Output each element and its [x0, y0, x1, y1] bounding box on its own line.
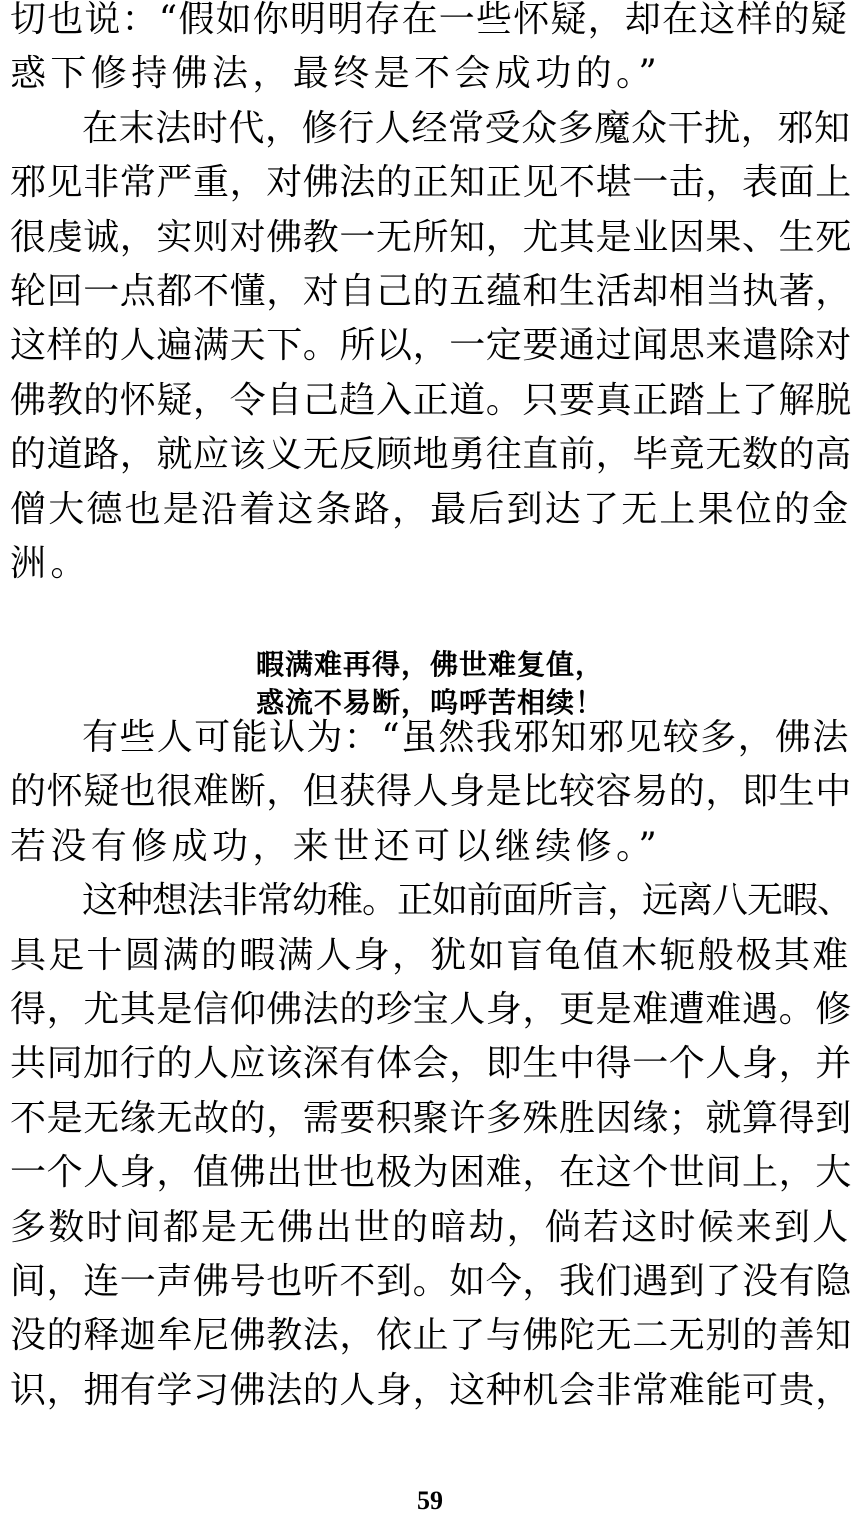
text-line: 识，拥有学习佛法的人身，这种机会非常难能可贵， — [10, 1369, 852, 1411]
text-line: 很虔诚，实则对佛教一无所知，尤其是业因果、生死 — [10, 216, 852, 258]
text-line: 切也说：“假如你明明存在一些怀疑，却在这样的疑 — [10, 0, 849, 40]
text-line: 这种想法非常幼稚。正如前面所言，远离八无暇、 — [82, 880, 853, 922]
text-line: 的道路，就应该义无反顾地勇往直前，毕竟无数的高 — [10, 434, 852, 476]
text-line: 没的释迦牟尼佛教法，依止了与佛陀无二无别的善知 — [10, 1315, 852, 1357]
text-line: 有些人可能认为：“虽然我邪知邪见较多，佛法 — [82, 717, 850, 758]
text-line: 不是无缘无故的，需要积聚许多殊胜因缘；就算得到 — [10, 1097, 852, 1139]
text-line: 在末法时代，修行人经常受众多魔众干扰，邪知 — [82, 107, 851, 149]
text-line: 一个人身，值佛出世也极为困难，在这个世间上，大 — [10, 1152, 852, 1194]
page-number: 59 — [417, 1486, 443, 1515]
text-line: 佛教的怀疑，令自己趋入正道。只要真正踏上了解脱 — [10, 379, 852, 421]
text-line: 间，连一声佛号也听不到。如今，我们遇到了没有隐 — [10, 1260, 852, 1302]
verse-line-1: 暇满难再得，佛世难复值， — [255, 648, 604, 681]
text-line: 得，尤其是信仰佛法的珍宝人身，更是难遭难遇。修 — [10, 988, 852, 1030]
text-line: 惑下修持佛法，最终是不会成功的。” — [10, 53, 662, 95]
text-line: 的怀疑也很难断，但获得人身是比较容易的，即生中 — [10, 771, 852, 813]
text-line: 具足十圆满的暇满人身，犹如盲龟值木轭般极其难 — [10, 934, 851, 976]
text-line: 多数时间都是无佛出世的暗劫，倘若这时候来到人 — [10, 1206, 851, 1248]
text-line: 共同加行的人应该深有体会，即生中得一个人身，并 — [10, 1043, 852, 1085]
text-line: 邪见非常严重，对佛法的正知正见不堪一击，表面上 — [10, 162, 852, 204]
text-line: 僧大德也是沿着这条路，最后到达了无上果位的金 — [10, 488, 851, 530]
verse-line-2: 惑流不易断，呜呼苦相续！ — [255, 686, 604, 719]
body-text-top — [10, 0, 852, 591]
text-line: 轮回一点都不懂，对自己的五蕴和生活却相当执著， — [10, 270, 852, 312]
text-line: 洲。 — [10, 542, 91, 584]
body-text-bottom — [10, 711, 852, 1418]
text-line: 若没有修成功，来世还可以继续修。” — [10, 825, 662, 867]
text-line: 这样的人遍满天下。所以，一定要通过闻思来遣除对 — [10, 325, 852, 367]
